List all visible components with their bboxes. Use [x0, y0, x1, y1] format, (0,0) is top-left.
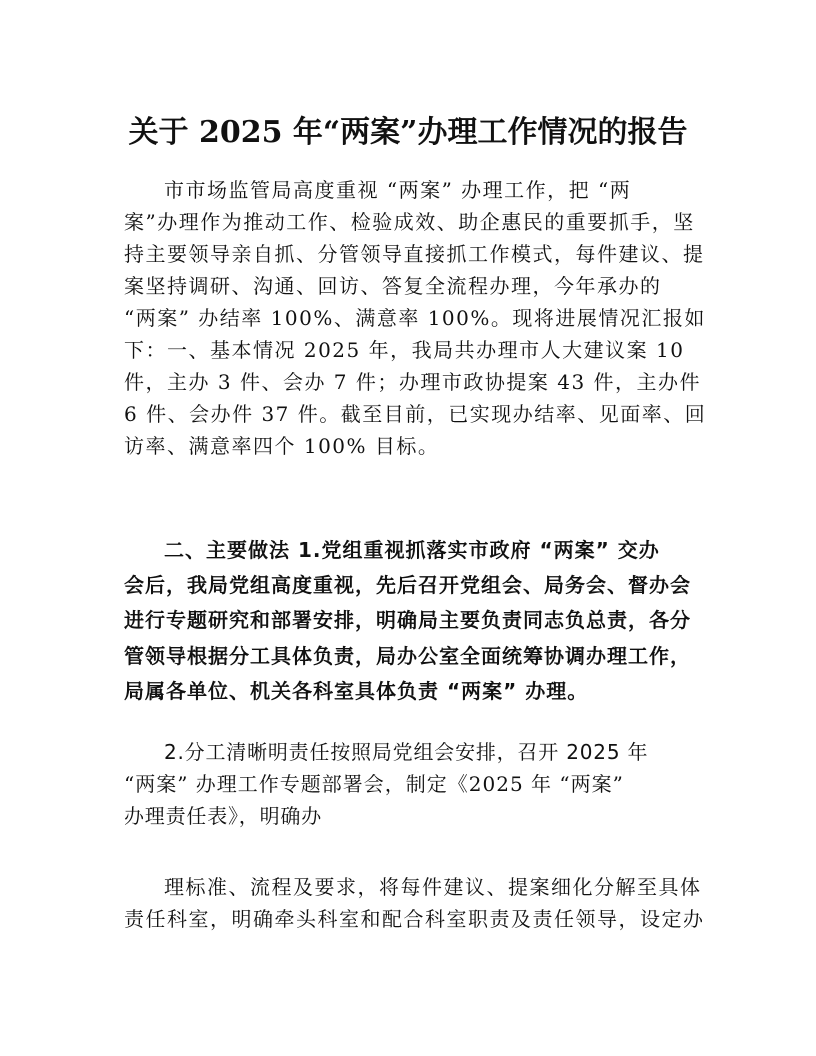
- report-title: 关于 2025 年“两案”办理工作情况的报告: [128, 115, 688, 150]
- text-line: 案”办理作为推动工作、检验成效、助企惠民的重要抓手，坚: [124, 210, 695, 234]
- text-line: 2.分工清晰明责任按照局党组会安排，召开 2025 年: [164, 740, 649, 764]
- text-line: “两案” 办结率 100%、满意率 100%。现将进展情况汇报如: [124, 306, 706, 330]
- text-line: 下：一、基本情况 2025 年，我局共办理市人大建议案 10: [124, 338, 685, 362]
- text-line: 件，主办 3 件、会办 7 件；办理市政协提案 43 件，主办件: [124, 370, 702, 394]
- text-line: 6 件、会办件 37 件。截至目前，已实现办结率、见面率、回: [124, 402, 707, 426]
- paragraph-main-practices: [124, 533, 704, 709]
- text-line: 二、主要做法 1.党组重视抓落实市政府 “两案” 交办: [164, 538, 660, 562]
- text-line: 责任科室，明确牵头科室和配合科室职责及责任领导，设定办: [124, 907, 705, 931]
- text-line: 进行专题研究和部署安排，明确局主要负责同志负总责，各分: [124, 608, 691, 633]
- text-line: 持主要领导亲自抓、分管领导直接抓工作模式，每件建议、提: [124, 242, 705, 266]
- text-line: 市市场监管局高度重视 “两案” 办理工作，把 “两: [164, 178, 632, 202]
- text-line: 会后，我局党组高度重视，先后召开党组会、局务会、督办会: [124, 573, 691, 598]
- text-line: “两案” 办理工作专题部署会，制定《2025 年 “两案”: [124, 772, 624, 796]
- text-line: 案坚持调研、沟通、回访、答复全流程办理，今年承办的: [124, 274, 662, 298]
- text-line: 局属各单位、机关各科室具体负责 “两案” 办理。: [124, 678, 589, 703]
- text-line: 访率、满意率四个 100% 目标。: [124, 434, 440, 458]
- text-line: 办理责任表》，明确办: [124, 804, 322, 828]
- paragraph-continuation: [124, 871, 704, 935]
- paragraph-basic-situation: [124, 174, 707, 462]
- text-line: 管领导根据分工具体负责，局办公室全面统筹协调办理工作，: [124, 643, 691, 668]
- text-line: 理标准、流程及要求，将每件建议、提案细化分解至具体: [164, 875, 702, 899]
- paragraph-responsibility: [124, 736, 704, 832]
